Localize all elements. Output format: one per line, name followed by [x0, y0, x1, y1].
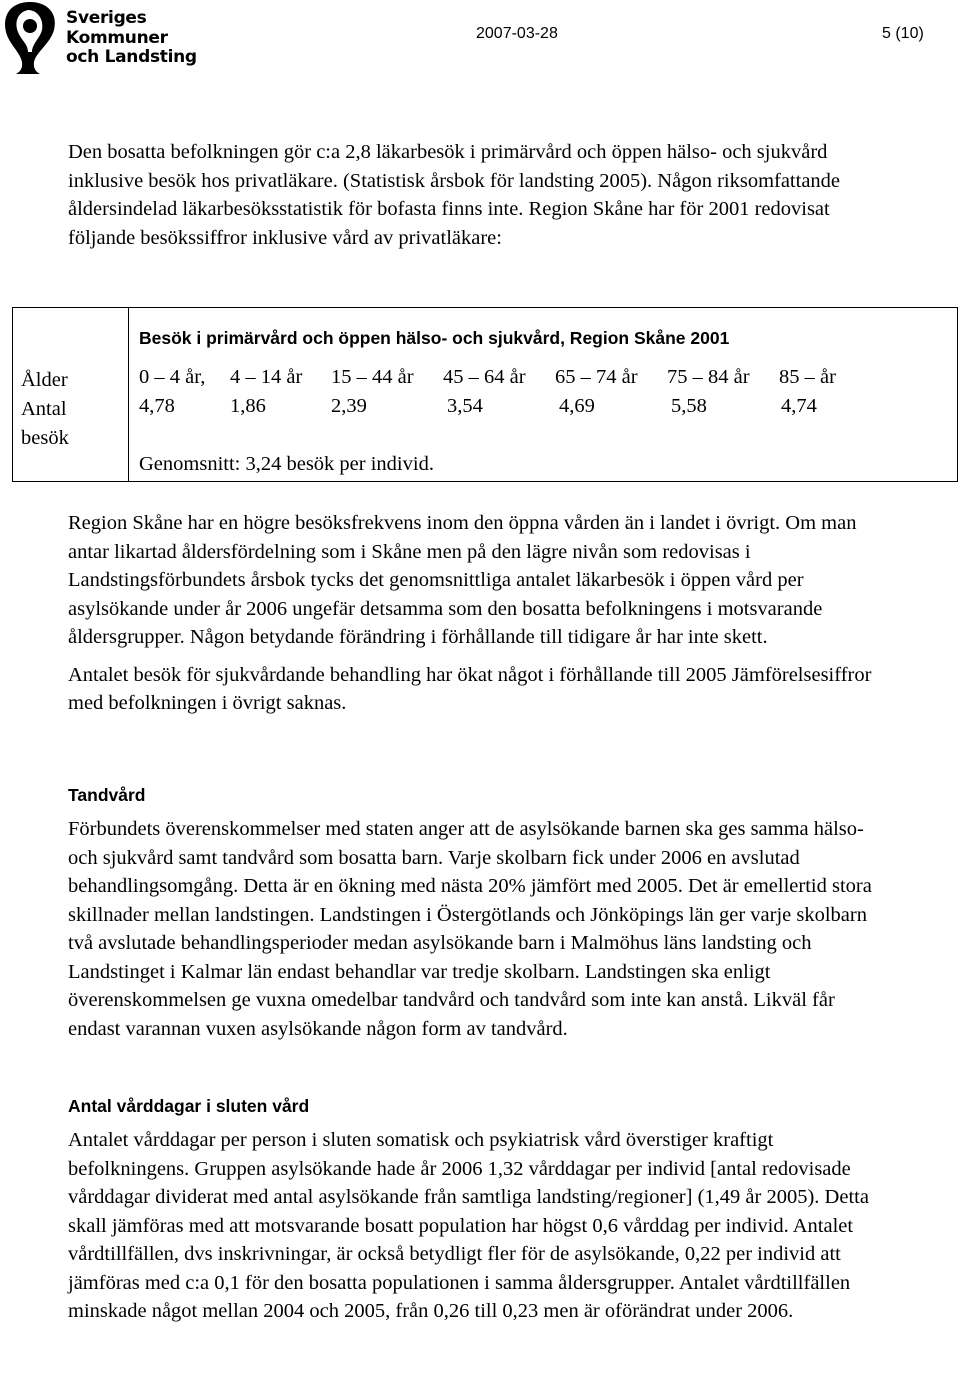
- table-title: Besök i primärvård och öppen hälso- och sjukvård, Region Skåne 2001: [139, 328, 730, 348]
- section-heading-varddagar: Antal vårddagar i sluten vård: [68, 1096, 310, 1116]
- table-cell: 4,74: [781, 395, 817, 417]
- table-average: Genomsnitt: 3,24 besök per individ.: [139, 453, 434, 475]
- logo-line: Kommuner: [66, 27, 168, 48]
- visits-table: [12, 307, 958, 482]
- section-heading-tandvard: Tandvård: [68, 785, 146, 805]
- document-date: 2007-03-28: [476, 25, 558, 42]
- row-label-age: Ålder: [21, 369, 68, 391]
- skl-logo: [0, 0, 200, 76]
- table-cell: 4,78: [139, 395, 175, 417]
- row-label-visits: besök: [21, 427, 69, 449]
- varddagar-section: [68, 1126, 888, 1326]
- table-row-labels: [13, 308, 129, 481]
- page-header: [0, 0, 960, 80]
- page-number: 5 (10): [882, 25, 924, 42]
- logo-line: Sveriges: [66, 8, 147, 28]
- intro-paragraph: Den bosatta befolkningen gör c:a 2,8 läkarbesök i primärvård och öppen hälso- och sjukvård inklusive besök hos privatläkare. (Statistisk årsbok för landsting 2005). Någon riksomfattande åldersindelad läkarbesöksstatistik för bofasta finns inte. Region Skåne har för 2001 redovisat följande besökssiffror inklusive vård av privatläkare:: [68, 141, 841, 249]
- table-cell: 45 – 64 år: [443, 366, 526, 388]
- tandvard-section: [68, 815, 888, 1043]
- table-cell: 0 – 4 år,: [139, 366, 206, 388]
- table-cell: 3,54: [447, 395, 483, 417]
- paragraph: Antalet vårddagar per person i sluten somatisk och psykiatrisk vård överstiger kraftigt befolkningens. Gruppen asylsökande hade år 2006 1,32 vårddagar per individ [antal redovisade vårddagar dividerat med antal asylsökande från samtliga landsting/regioner] (1,49 år 2005). Detta skall jämföras med att motsvarande bosatt population har högst 0,6 vårddag per individ. Antalet vårdtillfällen, dvs inskrivningar, är också betydligt fler för de asylsökande, 0,22 per individ att jämföras med c:a 0,1 för den bosatta populationen i samma åldersgrupper. Antalet vårdtillfällen minskade något mellan 2004 och 2005, från 0,26 till 0,23 men är oförändrat under 2006.: [68, 1129, 869, 1322]
- logo-wordmark: [66, 9, 197, 68]
- table-cell: 2,39: [331, 395, 367, 417]
- after-table-section: [68, 509, 888, 718]
- table-cell: 85 – år: [779, 366, 836, 388]
- paragraph: Förbundets överenskommelser med staten anger att de asylsökande barnen ska ges samma hälso- och sjukvård samt tandvård som bosatta barn. Varje skolbarn fick under 2006 en avslutad behandlingsomgång. Detta är en ökning med nästa 20% jämfört med 2005. Det är emellertid stora skillnader mellan landstingen. Landstingen i Östergötlands och Jönköpings län ger varje skolbarn två avslutade behandlingsperioder medan asylsökande barn i Malmöhus läns landsting och Landstinget i Kalmar län endast behandlar var tredje skolbarn. Landstingen ska enligt överenskommelsen ge vuxna omedelbar tandvård och tandvård som inte kan anstå. Likväl får endast varannan vuxen asylsökande någon form av tandvård.: [68, 818, 872, 1040]
- skl-emblem-icon: [0, 0, 62, 76]
- paragraph: Region Skåne har en högre besöksfrekvens inom den öppna vården än i landet i övrigt. Om man antar likartad åldersfördelning som i Skåne men på den lägre nivån som redovisas i Landstingsförbundets årsbok tycks det genomsnittliga antalet läkarbesök i öppen vård per asylsökande under år 2006 ungefär detsamma som den bosatta befolkningens i motsvarande åldersgrupper. Någon betydande förändring i förhållande till tidigare år har inte skett.: [68, 512, 857, 648]
- table-cell: 1,86: [230, 395, 266, 417]
- intro-section: [68, 138, 888, 252]
- row-label-count: Antal: [21, 398, 67, 420]
- table-cell: 4 – 14 år: [230, 366, 303, 388]
- paragraph: Antalet besök för sjukvårdande behandling har ökat något i förhållande till 2005 Jämförelsesiffror med befolkningen i övrigt saknas.: [68, 663, 872, 714]
- table-cell: 75 – 84 år: [667, 366, 750, 388]
- logo-line: och Landsting: [66, 47, 197, 67]
- table-cell: 4,69: [559, 395, 595, 417]
- table-cell: 15 – 44 år: [331, 366, 414, 388]
- table-cell: 5,58: [671, 395, 707, 417]
- table-cell: 65 – 74 år: [555, 366, 638, 388]
